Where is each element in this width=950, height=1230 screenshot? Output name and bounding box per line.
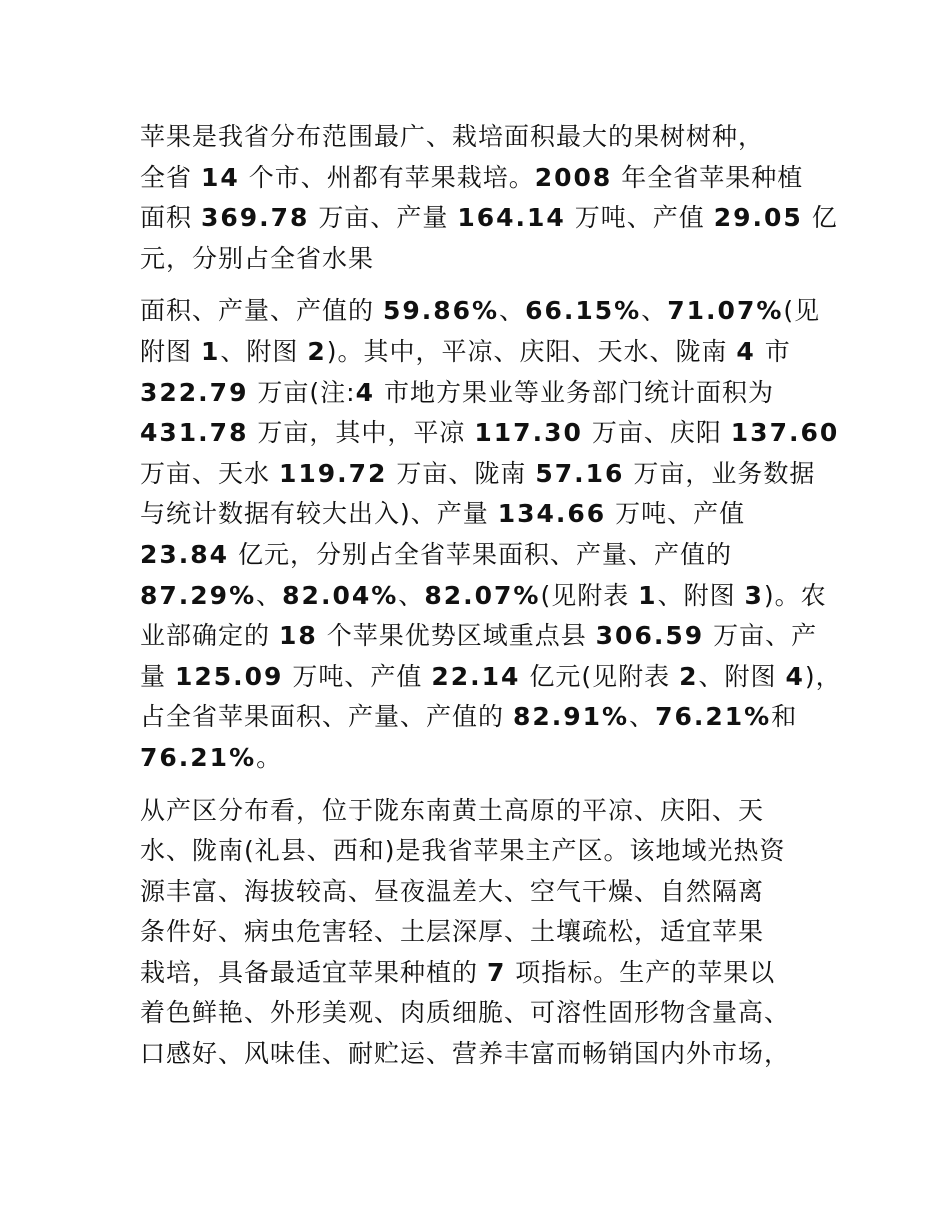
- text-segment: 万吨、产值: [606, 499, 746, 529]
- numeric-value: 18: [278, 621, 318, 651]
- text-segment: 项指标。生产的苹果以: [506, 957, 776, 987]
- numeric-value: 29.05: [713, 203, 803, 233]
- text-segment: 市: [755, 336, 791, 366]
- numeric-value: 14: [200, 162, 240, 192]
- numeric-value: 4: [736, 336, 756, 366]
- text-segment: 个苹果优势区域重点县: [317, 621, 596, 651]
- numeric-value: 23.84: [140, 539, 230, 569]
- text-segment: 、: [499, 296, 526, 326]
- paragraph-2: [140, 291, 842, 778]
- text-line: [140, 117, 815, 158]
- paragraph-3: [140, 791, 815, 1075]
- text-line: [140, 198, 838, 239]
- numeric-value: 164.14: [457, 203, 566, 233]
- numeric-value: 306.59: [595, 621, 705, 651]
- text-segment: 、附图: [220, 336, 308, 366]
- text-segment: )，: [804, 661, 842, 691]
- text-line: [140, 993, 815, 1034]
- text-segment: )。农: [763, 580, 827, 610]
- text-segment: 、: [256, 580, 283, 610]
- text-segment: 市地方果业等业务部门统计面积为: [375, 377, 774, 407]
- text-segment: 万亩(注:: [248, 377, 356, 407]
- text-segment: (见附表: [540, 580, 639, 610]
- numeric-value: 4: [355, 377, 376, 407]
- text-line: [140, 912, 815, 953]
- text-segment: 万亩、庆阳: [582, 418, 731, 448]
- text-segment: 面积、产量、产值的: [140, 296, 383, 326]
- numeric-value: 76.21%: [140, 742, 257, 772]
- text-segment: 万亩、天水: [140, 458, 279, 488]
- text-segment: 万亩、陇南: [387, 458, 536, 488]
- text-line: [140, 332, 815, 373]
- numeric-value: 7: [486, 957, 507, 987]
- text-line: [140, 738, 815, 779]
- text-segment: 从产区分布看，位于陇东南黄土高原的平凉、庆阳、天: [140, 795, 765, 825]
- text-segment: 量: [140, 661, 175, 691]
- numeric-value: 431.78: [140, 418, 249, 448]
- paragraph-1: [140, 117, 838, 279]
- numeric-value: 87.29%: [140, 580, 257, 610]
- numeric-value: 2008: [534, 162, 613, 192]
- text-line: [140, 1034, 815, 1075]
- text-line: [140, 953, 815, 994]
- text-line: [140, 657, 842, 698]
- numeric-value: 117.30: [474, 418, 583, 448]
- numeric-value: 82.04%: [282, 580, 399, 610]
- text-line: [140, 791, 815, 832]
- text-segment: 苹果是我省分布范围最广、栽培面积最大的果树树种，: [140, 122, 765, 151]
- text-segment: 水、陇南(礼县、西和)是我省苹果主产区。该地域光热资: [140, 836, 786, 866]
- text-line: [140, 291, 821, 332]
- text-segment: 。: [256, 742, 283, 772]
- text-line: [140, 454, 815, 495]
- text-line: [140, 831, 815, 872]
- text-segment: (见: [783, 296, 821, 326]
- text-line: [140, 413, 840, 454]
- numeric-value: 119.72: [278, 458, 388, 488]
- text-segment: 亿: [802, 203, 838, 233]
- numeric-value: 322.79: [140, 377, 249, 407]
- text-segment: 亿元(见附表: [520, 661, 680, 691]
- numeric-value: 3: [744, 580, 764, 610]
- text-segment: 栽培，具备最适宜苹果种植的: [140, 957, 487, 987]
- text-segment: 、: [641, 296, 668, 326]
- numeric-value: 4: [785, 661, 805, 691]
- text-segment: 和: [771, 702, 798, 732]
- text-segment: 万亩、产量: [309, 203, 458, 233]
- numeric-value: 2: [679, 661, 699, 691]
- numeric-value: 59.86%: [382, 296, 500, 326]
- numeric-value: 369.78: [200, 203, 310, 233]
- numeric-value: 134.66: [497, 499, 607, 529]
- text-segment: 着色鲜艳、外形美观、肉质细脆、可溶性固形物含量高、: [140, 998, 791, 1028]
- text-segment: 万亩，业务数据: [624, 458, 816, 488]
- text-segment: 业部确定的: [140, 621, 279, 651]
- text-segment: 口感好、风味佳、耐贮运、营养丰富而畅销国内外市场，: [140, 1039, 791, 1069]
- text-line: [140, 576, 827, 617]
- text-segment: 万吨、产值: [565, 203, 714, 233]
- text-line: [140, 158, 815, 199]
- text-segment: 元，分别占全省水果: [140, 243, 375, 273]
- numeric-value: 57.16: [535, 458, 625, 488]
- text-segment: )。其中，平凉、庆阳、天水、陇南: [326, 336, 737, 366]
- text-line: [140, 373, 815, 414]
- text-segment: 与统计数据有较大出入)、产量: [140, 499, 498, 529]
- text-segment: 附图: [140, 336, 201, 366]
- text-segment: 个市、州都有苹果栽培。: [239, 162, 535, 192]
- numeric-value: 2: [307, 336, 327, 366]
- text-segment: 、: [398, 580, 425, 610]
- text-segment: 万亩，其中，平凉: [248, 418, 475, 448]
- numeric-value: 22.14: [431, 661, 521, 691]
- text-segment: 占全省苹果面积、产量、产值的: [140, 702, 513, 732]
- numeric-value: 82.91%: [512, 702, 630, 732]
- text-line: [140, 239, 815, 280]
- numeric-value: 1: [638, 580, 658, 610]
- numeric-value: 137.60: [730, 418, 840, 448]
- text-segment: 亿元，分别占全省苹果面积、产量、产值的: [229, 539, 733, 569]
- numeric-value: 76.21%: [655, 702, 772, 732]
- numeric-value: 66.15%: [525, 296, 642, 326]
- numeric-value: 82.07%: [424, 580, 541, 610]
- text-segment: 、: [629, 702, 656, 732]
- text-segment: 万亩、产: [704, 621, 818, 651]
- text-segment: 、附图: [698, 661, 786, 691]
- numeric-value: 1: [200, 336, 221, 366]
- text-segment: 、附图: [657, 580, 745, 610]
- text-line: [140, 872, 815, 913]
- text-segment: 万吨、产值: [283, 661, 432, 691]
- text-line: [140, 697, 815, 738]
- text-line: [140, 616, 818, 657]
- text-segment: 源丰富、海拔较高、昼夜温差大、空气干燥、自然隔离: [140, 876, 765, 906]
- text-line: [140, 494, 815, 535]
- text-line: [140, 535, 815, 576]
- document-body: [140, 117, 842, 1075]
- text-segment: 面积: [140, 203, 201, 233]
- text-segment: 全省: [140, 162, 201, 192]
- numeric-value: 71.07%: [667, 296, 784, 326]
- numeric-value: 125.09: [174, 661, 284, 691]
- text-segment: 条件好、病虫危害轻、土层深厚、土壤疏松，适宜苹果: [140, 917, 765, 947]
- text-segment: 年全省苹果种植: [612, 162, 804, 192]
